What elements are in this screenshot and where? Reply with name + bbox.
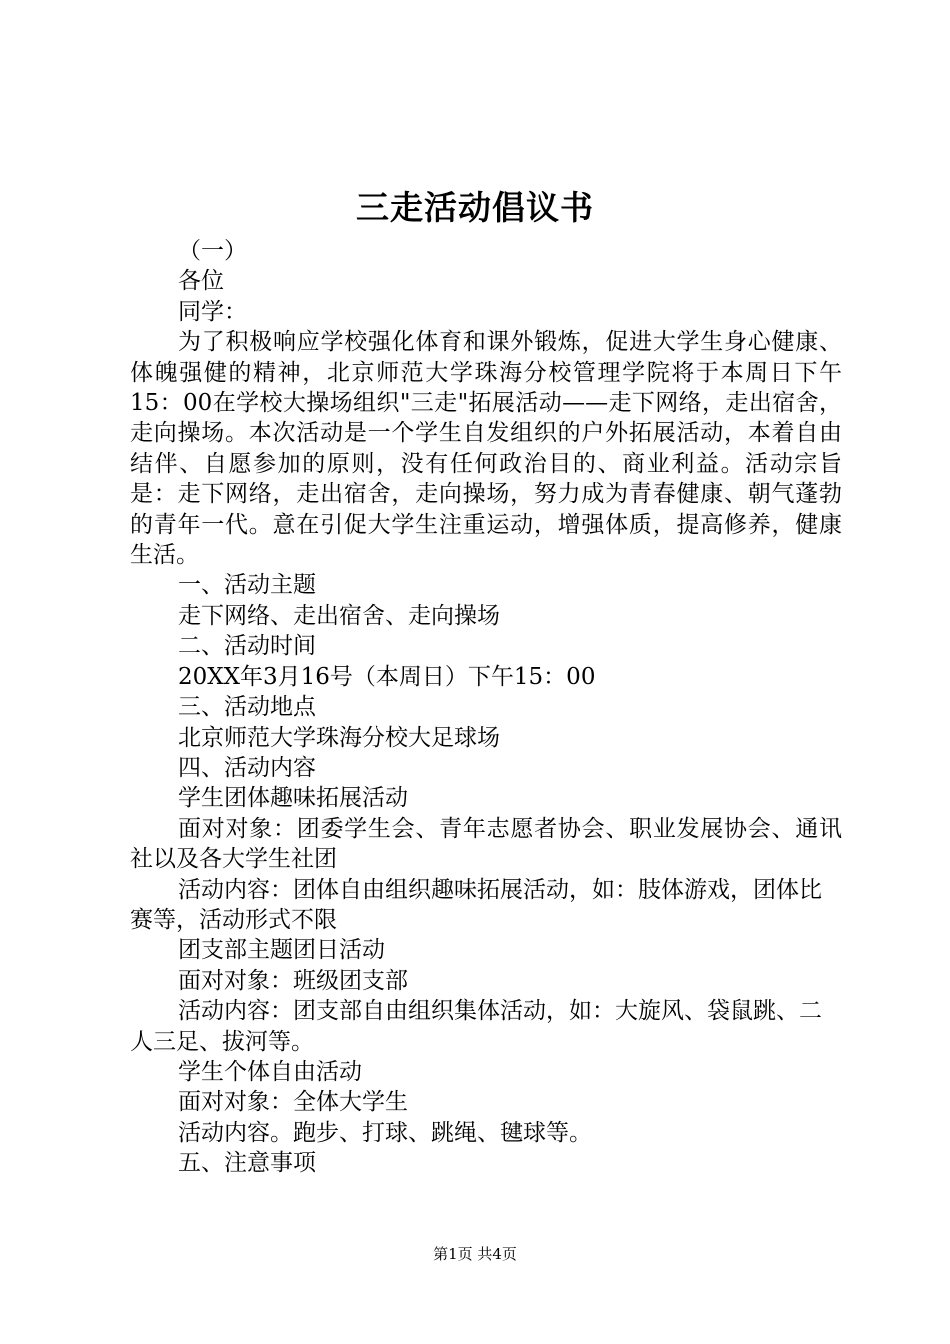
subheading-group-activity: 学生团体趣味拓展活动: [178, 785, 408, 812]
subheading-individual-activity: 学生个体自由活动: [178, 1058, 362, 1085]
theme-text: 走下网络、走出宿舍、走向操场: [178, 602, 500, 629]
heading-notes: 五、注意事项: [178, 1150, 316, 1177]
league-day-target: 面对对象：班级团支部: [178, 967, 408, 994]
salutation-line-1: 各位: [178, 268, 224, 295]
document-title: 三走活动倡议书: [356, 188, 594, 227]
subheading-league-day: 团支部主题团日活动: [178, 937, 385, 964]
document-body: [130, 236, 842, 1179]
location-text: 北京师范大学珠海分校大足球场: [178, 724, 500, 751]
page-footer: 第1页 共4页: [433, 1245, 517, 1263]
heading-theme: 一、活动主题: [178, 572, 316, 599]
intro-paragraph: 为了积极响应学校强化体育和课外锻炼，促进大学生身心健康、体魄强健的精神，北京师范大学珠海分校管理学院将于本周日下午15：00在学校大操场组织"三走"拓展活动——走下网络，走出宿舍，走向操场。本次活动是一个学生自发组织的户外拓展活动，本着自由结伴、自愿参加的原则，没有任何政治目的、商业利益。活动宗旨是：走下网络，走出宿舍，走向操场，努力成为青春健康、朝气蓬勃的青年一代。意在引促大学生注重运动，增强体质，提高修养，健康生活。: [130, 329, 842, 569]
league-day-content: 活动内容：团支部自由组织集体活动，如：大旋风、袋鼠跳、二人三足、拔河等。: [130, 998, 822, 1055]
heading-content: 四、活动内容: [178, 754, 316, 781]
section-number: （一）: [178, 238, 247, 264]
group-activity-content: 活动内容：团体自由组织趣味拓展活动，如：肢体游戏，团体比赛等，活动形式不限: [130, 876, 822, 933]
individual-activity-target: 面对对象：全体大学生: [178, 1089, 408, 1116]
heading-location: 三、活动地点: [178, 694, 316, 721]
heading-time: 二、活动时间: [178, 633, 316, 660]
time-text: 20XX年3月16号（本周日）下午15：00: [178, 663, 596, 690]
salutation-line-2: 同学：: [178, 298, 247, 325]
group-activity-target: 面对对象：团委学生会、青年志愿者协会、职业发展协会、通讯社以及各大学生社团: [130, 815, 842, 873]
individual-activity-content: 活动内容。跑步、打球、跳绳、毽球等。: [178, 1119, 592, 1146]
